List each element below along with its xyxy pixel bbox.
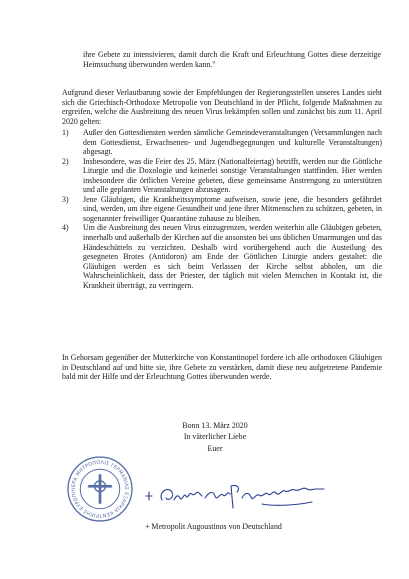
salutation: In väterlicher Liebe bbox=[183, 432, 247, 442]
salutation-euer: Euer bbox=[207, 443, 223, 453]
handwritten-signature bbox=[142, 480, 332, 510]
measures-list bbox=[62, 128, 382, 290]
list-item bbox=[62, 157, 382, 195]
list-item bbox=[62, 223, 382, 290]
list-item bbox=[62, 128, 382, 157]
signer-name: + Metropolit Augoustinos von Deutschland bbox=[145, 522, 282, 531]
svg-text:ΙΕΡΑ ΜΗΤΡΟΠΟΛΙΣ ΓΕΡΜΑΝΙΑΣ ΕΞΑΡ: ΙΕΡΑ ΜΗΤΡΟΠΟΛΙΣ ΓΕΡΜΑΝΙΑΣ ΕΞΑΡΧΙΑ ΚΕΝΤΡΙΚΗΣ ΕΥΡΩΠΗ bbox=[70, 459, 130, 519]
list-item-number: 3) bbox=[62, 194, 69, 204]
list-item-number: 4) bbox=[62, 223, 69, 233]
list-item-text: Jene Gläubigen, die Krankheitssymptome aufweisen, sowie jene, die besonders gefährdet sind, werden, um ihre eigene Gesundheit und jene ihrer Mitmenschen zu schützen, gebeten, in sogenannter freiwilliger Quarantäne zuhause zu bleiben. bbox=[83, 194, 382, 223]
list-item-number: 2) bbox=[62, 156, 69, 166]
closing-paragraph: In Gehorsam gegenüber der Mutterkirche von Konstantinopel fordere ich alle orthodoxen Gläubigen in Deutschland auf und bitte sie, ihre Gebete zu verstärken, damit diese neu aufgetretene Pandemie bald mit der Hilfe und der Erleuchtung Gottes überwunden werde. bbox=[62, 353, 382, 382]
list-item-text: Außer den Gottesdiensten werden sämtliche Gemeindeveranstaltungen (Versammlungen nach dem Gottesdienst, Erwachsenen- und Jugendbegegnungen und kulturelle Veranstaltungen) abgesagt. bbox=[83, 128, 382, 157]
quote-end: ihre Gebete zu intensivieren, damit durch die Kraft und Erleuchtung Gottes diese derzeitige Heimsuchung überwunden werden kann." bbox=[83, 50, 381, 69]
list-item bbox=[62, 195, 382, 224]
list-item-text: Um die Ausbreitung des neuen Virus einzugrenzen, werden weiterhin alle Gläubigen gebeten, innerhalb und außerhalb der Kirchen auf die ansonsten bei uns üblichen Umarmungen und das Händeschütteln zu verzichten. Deshalb wird vorübergehend auch die Austeilung des gesegneten Brotes (Antidoron) am Ende der Göttlichen Liturgie anders gestaltet: die Gläubigen werden es sich beim Verlassen der Kirche selbst abholen, um die Wahrscheinlichkeit, dass der Priester, der täglich mit vielen Menschen in Kontakt ist, die Krankheit überträgt, zu verringern. bbox=[83, 223, 382, 290]
place-date: Bonn 13. März 2020 bbox=[182, 421, 248, 430]
intro-paragraph: Aufgrund dieser Verlautbarung sowie der Empfehlungen der Regierungsstellen unseres Landes sieht sich die Griechisch-Orthodoxe Metropolie von Deutschland in der Pflicht, folgende Maßnahmen zu ergreifen, welche die Ausbreitung des neuen Virus bekämpfen sollen und zunächst bis zum 11. April 2020 gelten: bbox=[62, 88, 382, 126]
list-item-number: 1) bbox=[62, 128, 69, 137]
closing-block bbox=[160, 420, 270, 454]
church-seal-stamp bbox=[66, 455, 134, 523]
list-item-text: Insbesondere, was die Feier des 25. März (Nationalfeiertag) betrifft, werden nur die Göttliche Liturgie und die Doxologie und keinerlei sonstige Veranstaltungen stattfinden. Hier werden insbesondere die örtlichen Vereine gebeten, diese gemeinsame Anstrengung zu unterstützen und alle geplanten Veranstaltungen abzusagen. bbox=[83, 156, 382, 195]
